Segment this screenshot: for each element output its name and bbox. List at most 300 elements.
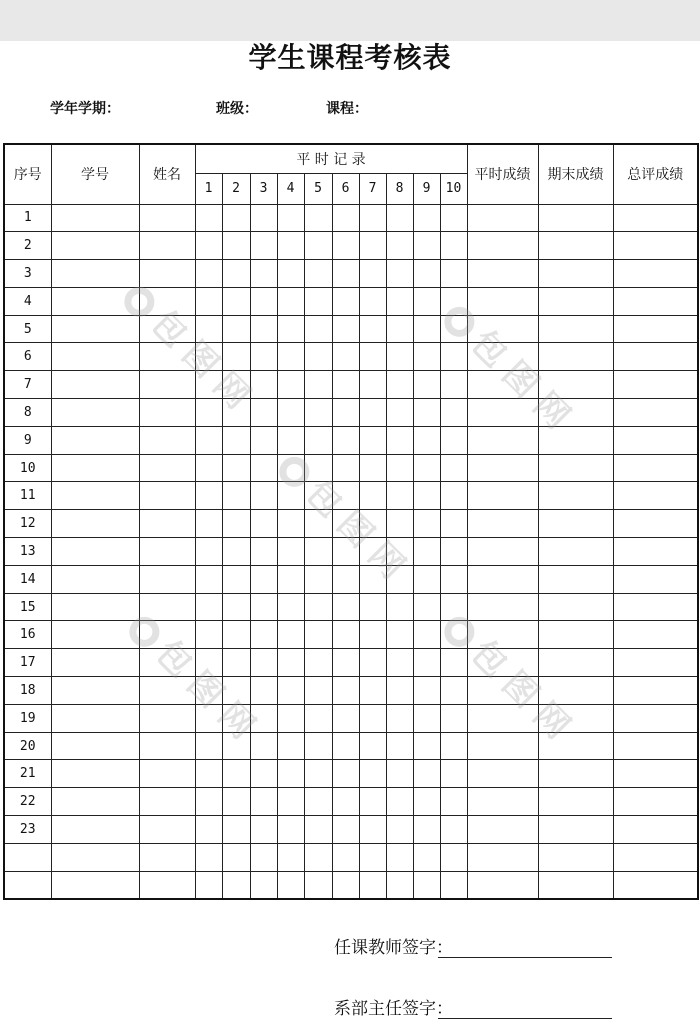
name-cell[interactable] [139,232,195,260]
record-cell-1[interactable] [195,315,222,343]
record-cell-6[interactable] [332,593,359,621]
overall-score-cell[interactable] [613,426,698,454]
final-score-cell[interactable] [538,649,613,677]
overall-score-cell[interactable] [613,816,698,844]
record-cell-7[interactable] [359,871,386,899]
record-cell-8[interactable] [386,621,413,649]
record-cell-10[interactable] [440,287,467,315]
record-cell-9[interactable] [413,399,440,427]
record-cell-6[interactable] [332,426,359,454]
student-id-cell[interactable] [51,732,139,760]
final-score-cell[interactable] [538,593,613,621]
record-cell-9[interactable] [413,760,440,788]
regular-score-cell[interactable] [467,843,538,871]
record-cell-4[interactable] [277,649,304,677]
record-cell-8[interactable] [386,510,413,538]
record-cell-1[interactable] [195,593,222,621]
regular-score-cell[interactable] [467,260,538,288]
record-cell-5[interactable] [304,260,332,288]
record-cell-10[interactable] [440,621,467,649]
record-cell-5[interactable] [304,704,332,732]
name-cell[interactable] [139,454,195,482]
record-cell-2[interactable] [222,399,250,427]
record-cell-9[interactable] [413,287,440,315]
record-cell-1[interactable] [195,232,222,260]
record-cell-3[interactable] [250,760,277,788]
name-cell[interactable] [139,538,195,566]
name-cell[interactable] [139,816,195,844]
record-cell-5[interactable] [304,565,332,593]
record-cell-8[interactable] [386,816,413,844]
record-cell-7[interactable] [359,371,386,399]
record-cell-2[interactable] [222,315,250,343]
record-cell-5[interactable] [304,482,332,510]
regular-score-cell[interactable] [467,287,538,315]
record-cell-4[interactable] [277,593,304,621]
name-cell[interactable] [139,371,195,399]
record-cell-7[interactable] [359,621,386,649]
record-cell-3[interactable] [250,732,277,760]
record-cell-4[interactable] [277,315,304,343]
record-cell-10[interactable] [440,843,467,871]
record-cell-3[interactable] [250,538,277,566]
record-cell-5[interactable] [304,232,332,260]
record-cell-2[interactable] [222,593,250,621]
regular-score-cell[interactable] [467,593,538,621]
record-cell-1[interactable] [195,732,222,760]
record-cell-8[interactable] [386,538,413,566]
record-cell-9[interactable] [413,204,440,232]
student-id-cell[interactable] [51,510,139,538]
record-cell-6[interactable] [332,232,359,260]
record-cell-6[interactable] [332,732,359,760]
record-cell-1[interactable] [195,482,222,510]
record-cell-5[interactable] [304,510,332,538]
record-cell-3[interactable] [250,843,277,871]
record-cell-10[interactable] [440,816,467,844]
record-cell-2[interactable] [222,232,250,260]
record-cell-8[interactable] [386,399,413,427]
name-cell[interactable] [139,287,195,315]
record-cell-10[interactable] [440,871,467,899]
record-cell-4[interactable] [277,677,304,705]
regular-score-cell[interactable] [467,871,538,899]
record-cell-4[interactable] [277,482,304,510]
student-id-cell[interactable] [51,871,139,899]
final-score-cell[interactable] [538,510,613,538]
final-score-cell[interactable] [538,760,613,788]
record-cell-10[interactable] [440,371,467,399]
record-cell-5[interactable] [304,315,332,343]
name-cell[interactable] [139,843,195,871]
record-cell-1[interactable] [195,677,222,705]
final-score-cell[interactable] [538,704,613,732]
record-cell-5[interactable] [304,788,332,816]
record-cell-9[interactable] [413,732,440,760]
overall-score-cell[interactable] [613,204,698,232]
final-score-cell[interactable] [538,287,613,315]
record-cell-10[interactable] [440,760,467,788]
record-cell-8[interactable] [386,649,413,677]
record-cell-3[interactable] [250,343,277,371]
regular-score-cell[interactable] [467,204,538,232]
record-cell-3[interactable] [250,260,277,288]
overall-score-cell[interactable] [613,649,698,677]
name-cell[interactable] [139,704,195,732]
final-score-cell[interactable] [538,315,613,343]
record-cell-9[interactable] [413,315,440,343]
regular-score-cell[interactable] [467,538,538,566]
record-cell-8[interactable] [386,482,413,510]
record-cell-2[interactable] [222,343,250,371]
student-id-cell[interactable] [51,565,139,593]
student-id-cell[interactable] [51,816,139,844]
record-cell-1[interactable] [195,760,222,788]
regular-score-cell[interactable] [467,677,538,705]
record-cell-9[interactable] [413,704,440,732]
record-cell-8[interactable] [386,843,413,871]
record-cell-3[interactable] [250,704,277,732]
record-cell-1[interactable] [195,510,222,538]
record-cell-10[interactable] [440,260,467,288]
regular-score-cell[interactable] [467,315,538,343]
record-cell-5[interactable] [304,649,332,677]
record-cell-9[interactable] [413,510,440,538]
record-cell-10[interactable] [440,510,467,538]
record-cell-7[interactable] [359,426,386,454]
record-cell-7[interactable] [359,649,386,677]
record-cell-7[interactable] [359,287,386,315]
student-id-cell[interactable] [51,343,139,371]
record-cell-6[interactable] [332,538,359,566]
regular-score-cell[interactable] [467,343,538,371]
record-cell-4[interactable] [277,732,304,760]
record-cell-2[interactable] [222,287,250,315]
final-score-cell[interactable] [538,816,613,844]
student-id-cell[interactable] [51,593,139,621]
final-score-cell[interactable] [538,204,613,232]
record-cell-6[interactable] [332,565,359,593]
overall-score-cell[interactable] [613,843,698,871]
record-cell-7[interactable] [359,732,386,760]
record-cell-7[interactable] [359,232,386,260]
final-score-cell[interactable] [538,426,613,454]
record-cell-8[interactable] [386,871,413,899]
record-cell-7[interactable] [359,704,386,732]
regular-score-cell[interactable] [467,371,538,399]
name-cell[interactable] [139,343,195,371]
record-cell-9[interactable] [413,565,440,593]
final-score-cell[interactable] [538,260,613,288]
record-cell-5[interactable] [304,454,332,482]
record-cell-3[interactable] [250,816,277,844]
student-id-cell[interactable] [51,371,139,399]
regular-score-cell[interactable] [467,732,538,760]
name-cell[interactable] [139,732,195,760]
record-cell-7[interactable] [359,760,386,788]
record-cell-5[interactable] [304,538,332,566]
student-id-cell[interactable] [51,454,139,482]
student-id-cell[interactable] [51,482,139,510]
record-cell-8[interactable] [386,204,413,232]
record-cell-8[interactable] [386,315,413,343]
record-cell-1[interactable] [195,649,222,677]
record-cell-3[interactable] [250,677,277,705]
record-cell-5[interactable] [304,399,332,427]
record-cell-5[interactable] [304,816,332,844]
regular-score-cell[interactable] [467,399,538,427]
final-score-cell[interactable] [538,454,613,482]
record-cell-1[interactable] [195,538,222,566]
record-cell-4[interactable] [277,565,304,593]
record-cell-8[interactable] [386,565,413,593]
overall-score-cell[interactable] [613,232,698,260]
name-cell[interactable] [139,426,195,454]
student-id-cell[interactable] [51,204,139,232]
record-cell-5[interactable] [304,843,332,871]
regular-score-cell[interactable] [467,649,538,677]
record-cell-1[interactable] [195,204,222,232]
record-cell-2[interactable] [222,565,250,593]
record-cell-3[interactable] [250,871,277,899]
final-score-cell[interactable] [538,732,613,760]
student-id-cell[interactable] [51,426,139,454]
record-cell-5[interactable] [304,204,332,232]
record-cell-7[interactable] [359,260,386,288]
regular-score-cell[interactable] [467,788,538,816]
record-cell-2[interactable] [222,816,250,844]
record-cell-4[interactable] [277,621,304,649]
name-cell[interactable] [139,677,195,705]
record-cell-6[interactable] [332,287,359,315]
record-cell-10[interactable] [440,677,467,705]
student-id-cell[interactable] [51,538,139,566]
record-cell-8[interactable] [386,232,413,260]
record-cell-3[interactable] [250,510,277,538]
final-score-cell[interactable] [538,399,613,427]
record-cell-2[interactable] [222,260,250,288]
record-cell-2[interactable] [222,649,250,677]
overall-score-cell[interactable] [613,565,698,593]
record-cell-4[interactable] [277,343,304,371]
record-cell-3[interactable] [250,315,277,343]
overall-score-cell[interactable] [613,343,698,371]
overall-score-cell[interactable] [613,287,698,315]
record-cell-6[interactable] [332,315,359,343]
name-cell[interactable] [139,788,195,816]
record-cell-4[interactable] [277,204,304,232]
record-cell-3[interactable] [250,621,277,649]
record-cell-4[interactable] [277,704,304,732]
record-cell-6[interactable] [332,510,359,538]
record-cell-2[interactable] [222,426,250,454]
record-cell-1[interactable] [195,704,222,732]
record-cell-8[interactable] [386,260,413,288]
name-cell[interactable] [139,315,195,343]
overall-score-cell[interactable] [613,593,698,621]
record-cell-3[interactable] [250,204,277,232]
record-cell-10[interactable] [440,232,467,260]
record-cell-2[interactable] [222,621,250,649]
name-cell[interactable] [139,399,195,427]
record-cell-5[interactable] [304,760,332,788]
record-cell-6[interactable] [332,843,359,871]
student-id-cell[interactable] [51,649,139,677]
record-cell-3[interactable] [250,232,277,260]
record-cell-6[interactable] [332,621,359,649]
record-cell-8[interactable] [386,426,413,454]
record-cell-10[interactable] [440,538,467,566]
record-cell-9[interactable] [413,538,440,566]
record-cell-10[interactable] [440,788,467,816]
record-cell-2[interactable] [222,454,250,482]
record-cell-4[interactable] [277,538,304,566]
record-cell-9[interactable] [413,788,440,816]
record-cell-3[interactable] [250,371,277,399]
student-id-cell[interactable] [51,760,139,788]
record-cell-10[interactable] [440,204,467,232]
record-cell-1[interactable] [195,343,222,371]
final-score-cell[interactable] [538,677,613,705]
student-id-cell[interactable] [51,287,139,315]
record-cell-6[interactable] [332,788,359,816]
final-score-cell[interactable] [538,538,613,566]
record-cell-8[interactable] [386,704,413,732]
overall-score-cell[interactable] [613,538,698,566]
record-cell-10[interactable] [440,704,467,732]
record-cell-6[interactable] [332,482,359,510]
student-id-cell[interactable] [51,232,139,260]
record-cell-6[interactable] [332,204,359,232]
final-score-cell[interactable] [538,843,613,871]
record-cell-7[interactable] [359,315,386,343]
record-cell-9[interactable] [413,843,440,871]
record-cell-3[interactable] [250,593,277,621]
record-cell-1[interactable] [195,816,222,844]
name-cell[interactable] [139,204,195,232]
record-cell-1[interactable] [195,287,222,315]
record-cell-3[interactable] [250,426,277,454]
overall-score-cell[interactable] [613,621,698,649]
record-cell-9[interactable] [413,482,440,510]
student-id-cell[interactable] [51,315,139,343]
record-cell-5[interactable] [304,677,332,705]
final-score-cell[interactable] [538,565,613,593]
record-cell-4[interactable] [277,816,304,844]
record-cell-4[interactable] [277,260,304,288]
name-cell[interactable] [139,510,195,538]
overall-score-cell[interactable] [613,482,698,510]
overall-score-cell[interactable] [613,399,698,427]
record-cell-5[interactable] [304,621,332,649]
record-cell-9[interactable] [413,426,440,454]
overall-score-cell[interactable] [613,677,698,705]
record-cell-9[interactable] [413,371,440,399]
record-cell-8[interactable] [386,788,413,816]
record-cell-3[interactable] [250,287,277,315]
record-cell-7[interactable] [359,482,386,510]
record-cell-6[interactable] [332,816,359,844]
record-cell-5[interactable] [304,343,332,371]
record-cell-6[interactable] [332,260,359,288]
record-cell-5[interactable] [304,426,332,454]
record-cell-10[interactable] [440,649,467,677]
record-cell-2[interactable] [222,704,250,732]
record-cell-7[interactable] [359,538,386,566]
record-cell-4[interactable] [277,454,304,482]
record-cell-4[interactable] [277,287,304,315]
record-cell-4[interactable] [277,232,304,260]
record-cell-9[interactable] [413,621,440,649]
name-cell[interactable] [139,593,195,621]
regular-score-cell[interactable] [467,482,538,510]
record-cell-2[interactable] [222,482,250,510]
record-cell-6[interactable] [332,371,359,399]
record-cell-1[interactable] [195,371,222,399]
record-cell-2[interactable] [222,538,250,566]
record-cell-2[interactable] [222,510,250,538]
record-cell-6[interactable] [332,704,359,732]
record-cell-6[interactable] [332,871,359,899]
overall-score-cell[interactable] [613,260,698,288]
regular-score-cell[interactable] [467,426,538,454]
overall-score-cell[interactable] [613,371,698,399]
record-cell-4[interactable] [277,510,304,538]
record-cell-6[interactable] [332,454,359,482]
name-cell[interactable] [139,760,195,788]
record-cell-9[interactable] [413,816,440,844]
record-cell-1[interactable] [195,565,222,593]
record-cell-7[interactable] [359,454,386,482]
record-cell-8[interactable] [386,760,413,788]
record-cell-10[interactable] [440,399,467,427]
record-cell-3[interactable] [250,788,277,816]
record-cell-8[interactable] [386,732,413,760]
record-cell-10[interactable] [440,565,467,593]
record-cell-4[interactable] [277,843,304,871]
final-score-cell[interactable] [538,482,613,510]
record-cell-7[interactable] [359,593,386,621]
final-score-cell[interactable] [538,788,613,816]
record-cell-7[interactable] [359,399,386,427]
final-score-cell[interactable] [538,621,613,649]
record-cell-2[interactable] [222,732,250,760]
regular-score-cell[interactable] [467,816,538,844]
record-cell-1[interactable] [195,621,222,649]
record-cell-4[interactable] [277,788,304,816]
record-cell-5[interactable] [304,871,332,899]
record-cell-2[interactable] [222,843,250,871]
regular-score-cell[interactable] [467,760,538,788]
record-cell-1[interactable] [195,454,222,482]
record-cell-7[interactable] [359,816,386,844]
name-cell[interactable] [139,649,195,677]
record-cell-6[interactable] [332,649,359,677]
record-cell-4[interactable] [277,399,304,427]
record-cell-9[interactable] [413,232,440,260]
overall-score-cell[interactable] [613,315,698,343]
record-cell-7[interactable] [359,565,386,593]
record-cell-9[interactable] [413,593,440,621]
record-cell-6[interactable] [332,677,359,705]
overall-score-cell[interactable] [613,788,698,816]
record-cell-8[interactable] [386,593,413,621]
final-score-cell[interactable] [538,871,613,899]
record-cell-4[interactable] [277,371,304,399]
record-cell-2[interactable] [222,788,250,816]
record-cell-4[interactable] [277,871,304,899]
name-cell[interactable] [139,871,195,899]
